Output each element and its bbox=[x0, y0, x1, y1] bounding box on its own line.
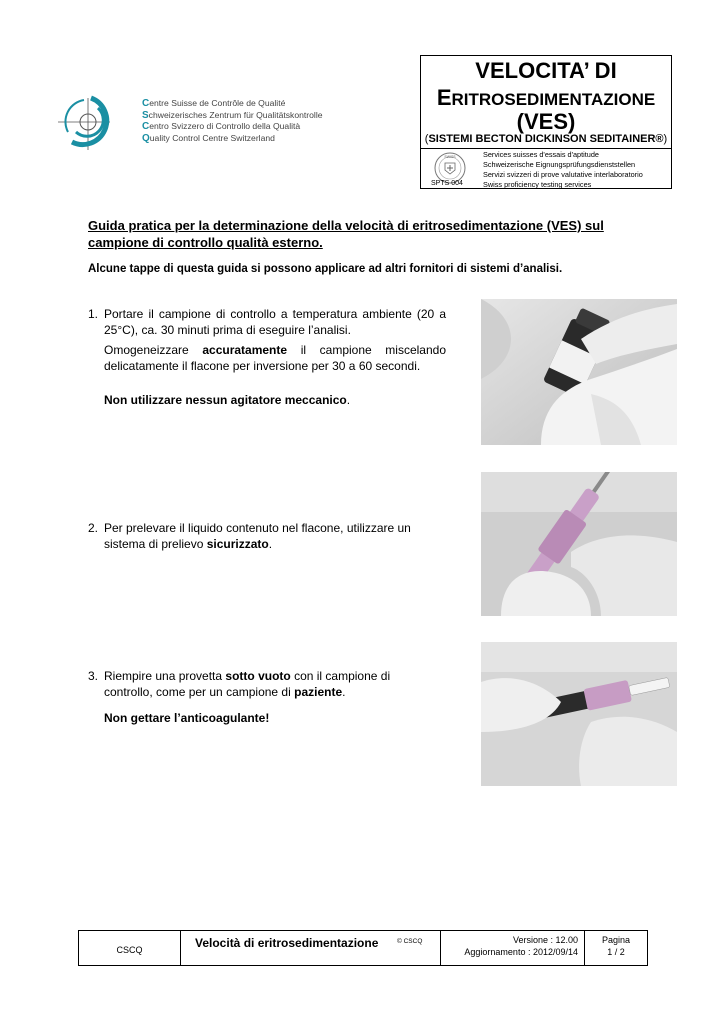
organization-names bbox=[142, 98, 323, 144]
step-number: 1. bbox=[88, 307, 99, 321]
applicability-note: Alcune tappe di questa guida si possono applicare ad altri fornitori di sistemi d’analisi. bbox=[88, 263, 563, 275]
footer-page-label: Pagina bbox=[601, 935, 631, 945]
step-number: 2. bbox=[88, 521, 99, 535]
svg-text:SWISS: SWISS bbox=[444, 155, 456, 159]
guide-title: Guida pratica per la determinazione della velocità di eritrosedimentazione (VES) sul campione di controllo qualità esterno. bbox=[88, 218, 604, 250]
service-line: Services suisses d'essais d'aptitude bbox=[483, 150, 599, 159]
service-line: Schweizerische Eignungsprüfungsdienststellen bbox=[483, 160, 636, 169]
title-divider bbox=[421, 148, 671, 149]
step-3-paragraph-1: Riempire una provetta sotto vuoto con il campione di controllo, come per un campione di paziente. bbox=[104, 669, 391, 699]
photo-vial-inversion bbox=[481, 299, 677, 445]
footer-document-title: Velocità di eritrosedimentazione bbox=[195, 936, 379, 950]
step-1-paragraph-2: Omogeneizzare accuratamente il campione miscelando delicatamente il flacone per inversione per 30 a 60 secondi. bbox=[104, 343, 447, 373]
step-1-warning: Non utilizzare nessun agitatore meccanico. bbox=[104, 393, 351, 407]
footer-version: Versione : 12.00 bbox=[512, 935, 578, 945]
step-3-warning: Non gettare l’anticoagulante! bbox=[104, 711, 270, 725]
org-line-en: Quality Control Centre Switzerland bbox=[142, 132, 275, 144]
title-subtitle: (SISTEMI BECTON DICKINSON SEDITAINER®) bbox=[424, 133, 668, 145]
org-line-it: Centro Svizzero di Controllo della Qualità bbox=[142, 121, 301, 133]
org-line-fr: Centre Suisse de Contrôle de Qualité bbox=[142, 98, 286, 109]
title-line-2: ERITROSEDIMENTAZIONE bbox=[436, 85, 656, 110]
page-footer bbox=[78, 930, 648, 966]
title-box bbox=[420, 55, 672, 189]
org-line-de: Schweizerisches Zentrum für Qualitätskontrolle bbox=[142, 109, 323, 121]
footer-update-date: Aggiornamento : 2012/09/14 bbox=[464, 947, 578, 957]
photo-vacuum-tube-filling bbox=[481, 642, 677, 786]
service-line: Swiss proficiency testing services bbox=[483, 180, 592, 189]
step-1-paragraph-1: Portare il campione di controllo a temperatura ambiente (20 a 25°C), ca. 30 minuti prima di eseguire l’analisi. bbox=[104, 307, 446, 337]
footer-org: CSCQ bbox=[116, 945, 143, 955]
footer-copyright: © CSCQ bbox=[397, 938, 423, 945]
title-line-1: VELOCITA’ DI bbox=[475, 58, 617, 83]
cscq-logo-icon bbox=[58, 92, 138, 156]
footer-page-number: 1 / 2 bbox=[607, 947, 625, 957]
title-line-3: (VES) bbox=[516, 109, 576, 134]
services-list bbox=[483, 150, 643, 190]
step-number: 3. bbox=[88, 669, 99, 683]
service-line: Servizi svizzeri di prove valutative interlaboratorio bbox=[483, 170, 643, 179]
photo-safety-collection-system bbox=[481, 472, 677, 616]
spts-code: SPTS 004 bbox=[431, 180, 463, 187]
